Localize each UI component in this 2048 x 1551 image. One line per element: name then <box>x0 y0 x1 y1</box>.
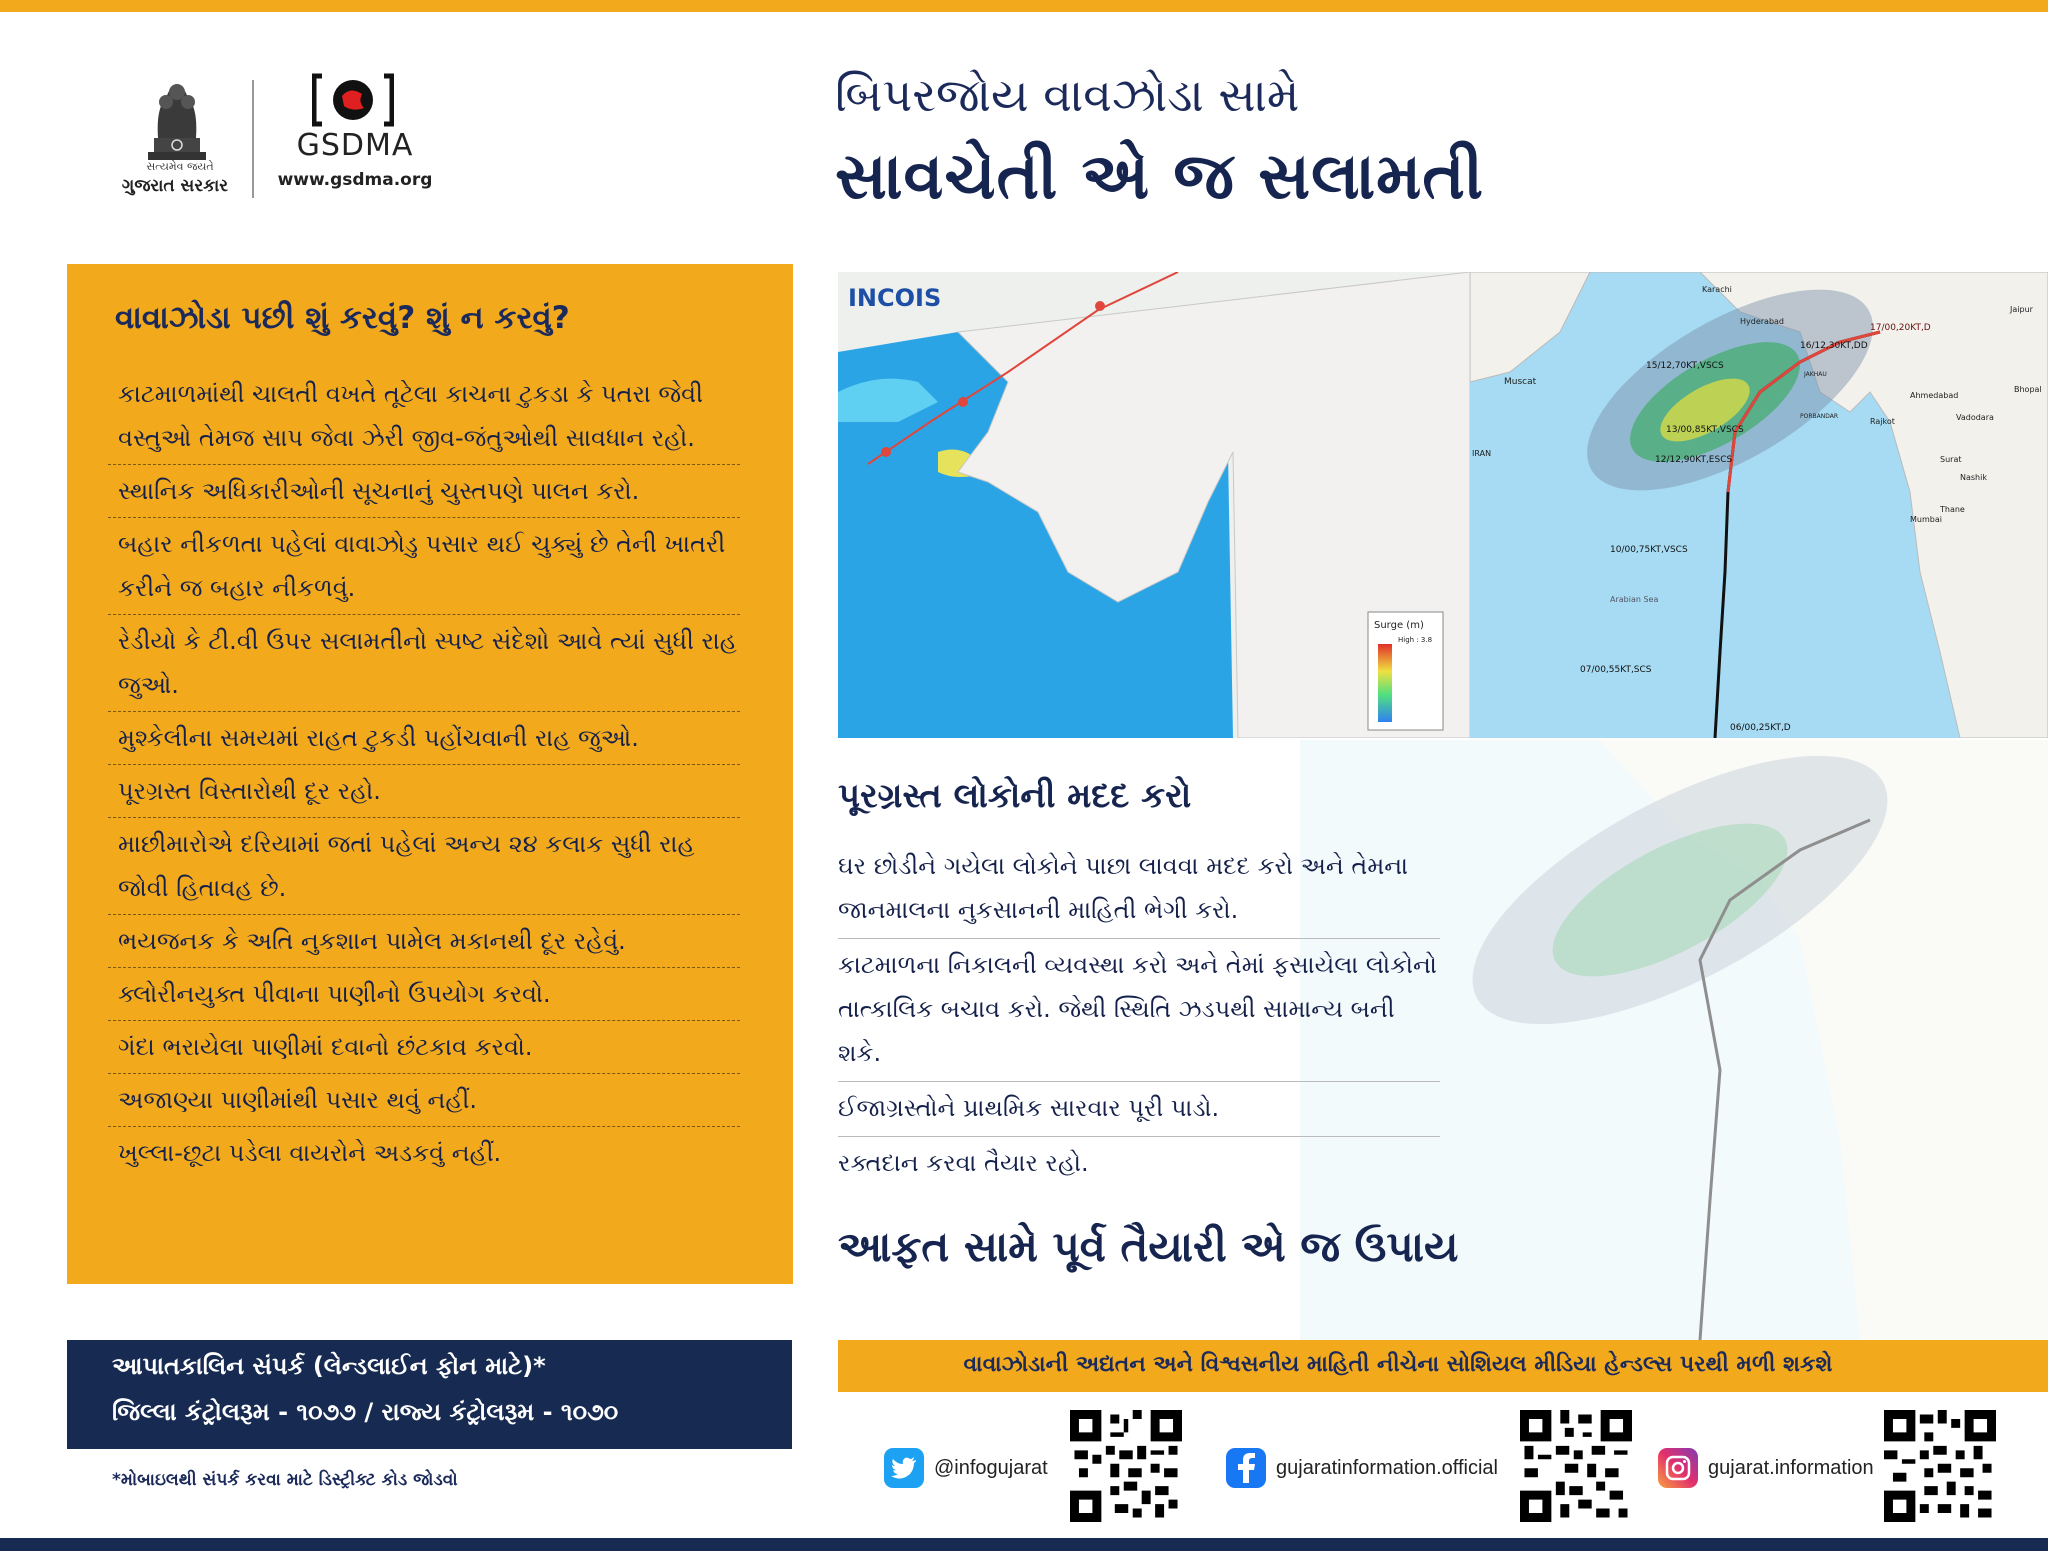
list-item: ભયજનક કે અતિ નુકશાન પામેલ મકાનથી દૂર રહેવું. <box>108 915 740 968</box>
slogan: આફત સામે પૂર્વ તૈયારી એ જ ઉપાય <box>838 1222 1459 1271</box>
emergency-title: આપાતકાલિન સંપર્ક (લેન્ડલાઈન ફોન માટે)* <box>112 1352 546 1380</box>
list-item: ક્લોરીનયુક્ત પીવાના પાણીનો ઉપયોગ કરવો. <box>108 968 740 1021</box>
help-list <box>838 840 1440 1191</box>
map-label-arabian-sea: Arabian Sea <box>1610 595 1659 604</box>
map-label-rajkot: Rajkot <box>1870 417 1895 426</box>
list-item: મુશ્કેલીના સમયમાં રાહત ટુકડી પહોંચવાની રાહ જુઓ. <box>108 712 740 765</box>
list-item: રેડીયો કે ટી.વી ઉપર સલામતીનો સ્પષ્ટ સંદેશો આવે ત્યાં સુધી રાહ જુઓ. <box>108 615 740 712</box>
list-item: સ્થાનિક અધિકારીઓની સૂચનાનું ચુસ્તપણે પાલન કરો. <box>108 465 740 518</box>
map-label-nashik: Nashik <box>1960 473 1987 482</box>
track-label: 16/12,30KT,DD <box>1800 341 1868 351</box>
header-title: સાવચેતી એ જ સલામતી <box>835 140 1485 214</box>
gsdma-logo-icon <box>312 72 394 128</box>
emergency-numbers: જિલ્લા કંટ્રોલરૂમ - ૧૦૭૭ / રાજ્ય કંટ્રોલરૂમ - ૧૦૭૦ <box>112 1398 619 1426</box>
twitter-icon <box>884 1448 924 1488</box>
storm-surge-map <box>838 272 1470 738</box>
twitter-handle: @infogujarat <box>934 1456 1048 1479</box>
track-label: 06/00,25KT,D <box>1730 723 1791 733</box>
surge-legend-high: High : 3.8 <box>1398 636 1433 644</box>
list-item: કાટમાળના નિકાલની વ્યવસ્થા કરો અને તેમાં ફસાયેલા લોકોનો તાત્કાલિક બચાવ કરો. જેથી સ્થિતિ ઝડપથી સામાન્ય બની શકે. <box>838 939 1440 1082</box>
list-item: રક્તદાન કરવા તૈયાર રહો. <box>838 1149 1089 1177</box>
map-label-mumbai: Mumbai <box>1910 515 1942 524</box>
header-subtitle: બિપરજોય વાવઝોડા સામે <box>835 68 1300 122</box>
track-label: 07/00,55KT,SCS <box>1580 665 1652 675</box>
facebook-qr-code[interactable] <box>1520 1410 1632 1522</box>
track-label: 10/00,75KT,VSCS <box>1610 545 1688 555</box>
map-label-hyderabad: Hyderabad <box>1740 317 1784 326</box>
instagram-qr-code[interactable] <box>1884 1410 1996 1522</box>
track-label: 13/00,85KT,VSCS <box>1666 425 1744 435</box>
map-label-jakhau: JAKHAU <box>1804 371 1827 378</box>
map-label-bhopal: Bhopal <box>2014 385 2042 394</box>
twitter-handle-link[interactable] <box>884 1440 1048 1496</box>
map-label-ahmedabad: Ahmedabad <box>1910 391 1959 400</box>
map-label-muscat: Muscat <box>1504 377 1537 387</box>
map-label-iran: IRAN <box>1472 449 1492 458</box>
gov-motto: સત્યમેવ જયતે <box>146 160 214 173</box>
bottom-accent-bar <box>0 1538 2048 1551</box>
instagram-icon <box>1658 1448 1698 1488</box>
map-label-porbandar: PORBANDAR <box>1800 413 1839 420</box>
list-item: ઘર છોડીને ગયેલા લોકોને પાછા લાવવા મદદ કરો અને તેમના જાનમાલના નુકસાનની માહિતી ભેગી કરો. <box>838 840 1440 939</box>
list-item: ખુલ્લા-છૂટા પડેલા વાયરોને અડકવું નહીં. <box>118 1139 502 1167</box>
logo-divider <box>252 80 254 198</box>
map-label-surat: Surat <box>1940 455 1962 464</box>
gov-name: ગુજરાત સરકાર <box>121 176 229 196</box>
top-accent-bar <box>0 0 2048 12</box>
do-dont-list <box>108 368 740 1179</box>
gsdma-url[interactable]: www.gsdma.org <box>277 170 433 190</box>
facebook-handle: gujaratinformation.official <box>1276 1456 1498 1479</box>
track-label: 12/12,90KT,ESCS <box>1655 455 1733 465</box>
list-item: કાટમાળમાંથી ચાલતી વખતે તૂટેલા કાચના ટુકડા કે પતરા જેવી વસ્તુઓ તેમજ સાપ જેવા ઝેરી જીવ-જંતુઓથી સાવધાન રહો. <box>108 368 740 465</box>
list-item: ગંદા ભરાયેલા પાણીમાં દવાનો છંટકાવ કરવો. <box>108 1021 740 1074</box>
do-dont-title: વાવાઝોડા પછી શું કરવું? શું ન કરવું? <box>115 300 570 336</box>
list-item: માછીમારોએ દરિયામાં જતાં પહેલાં અન્ય ૨૪ કલાક સુધી રાહ જોવી હિતાવહ છે. <box>108 818 740 915</box>
list-item: બહાર નીકળતા પહેલાં વાવાઝોડુ પસાર થઈ ચુક્યું છે તેની ખાતરી કરીને જ બહાર નીકળવું. <box>108 518 740 615</box>
social-info-text: વાવાઝોડાની અદ્યતન અને વિશ્વસનીય માહિતી નીચેના સોશિયલ મીડિયા હેન્ડલ્સ પરથી મળી શકશે <box>963 1352 1833 1377</box>
incois-logo: INCOIS <box>848 284 942 312</box>
track-label: 17/00,20KT,D <box>1870 323 1931 333</box>
list-item: અજાણ્યા પાણીમાંથી પસાર થવું નહીં. <box>108 1074 740 1127</box>
gsdma-name: GSDMA <box>296 128 414 163</box>
instagram-handle-link[interactable] <box>1658 1440 1874 1496</box>
map-label-jaipur: Jaipur <box>2010 305 2033 314</box>
map-label-karachi: Karachi <box>1702 285 1732 294</box>
help-title: પૂરગ્રસ્ત લોકોની મદદ કરો <box>838 776 1192 816</box>
facebook-handle-link[interactable] <box>1226 1440 1498 1496</box>
map-label-vadodara: Vadodara <box>1956 413 1994 422</box>
instagram-handle: gujarat.information <box>1708 1456 1874 1479</box>
twitter-qr-code[interactable] <box>1070 1410 1182 1522</box>
track-label: 15/12,70KT,VSCS <box>1646 361 1724 371</box>
state-emblem-icon <box>138 68 216 168</box>
list-item: ઈજાગ્રસ્તોને પ્રાથમિક સારવાર પૂરી પાડો. <box>838 1082 1440 1137</box>
surge-legend-title: Surge (m) <box>1374 620 1424 631</box>
map-label-thane: Thane <box>1940 505 1965 514</box>
cyclone-track-map <box>1470 272 2048 738</box>
facebook-icon <box>1226 1448 1266 1488</box>
list-item: પૂરગ્રસ્ત વિસ્તારોથી દૂર રહો. <box>108 765 740 818</box>
emergency-note: *મોબાઇલથી સંપર્ક કરવા માટે ડિસ્ટ્રીક્ટ કોડ જોડવો <box>112 1470 458 1490</box>
